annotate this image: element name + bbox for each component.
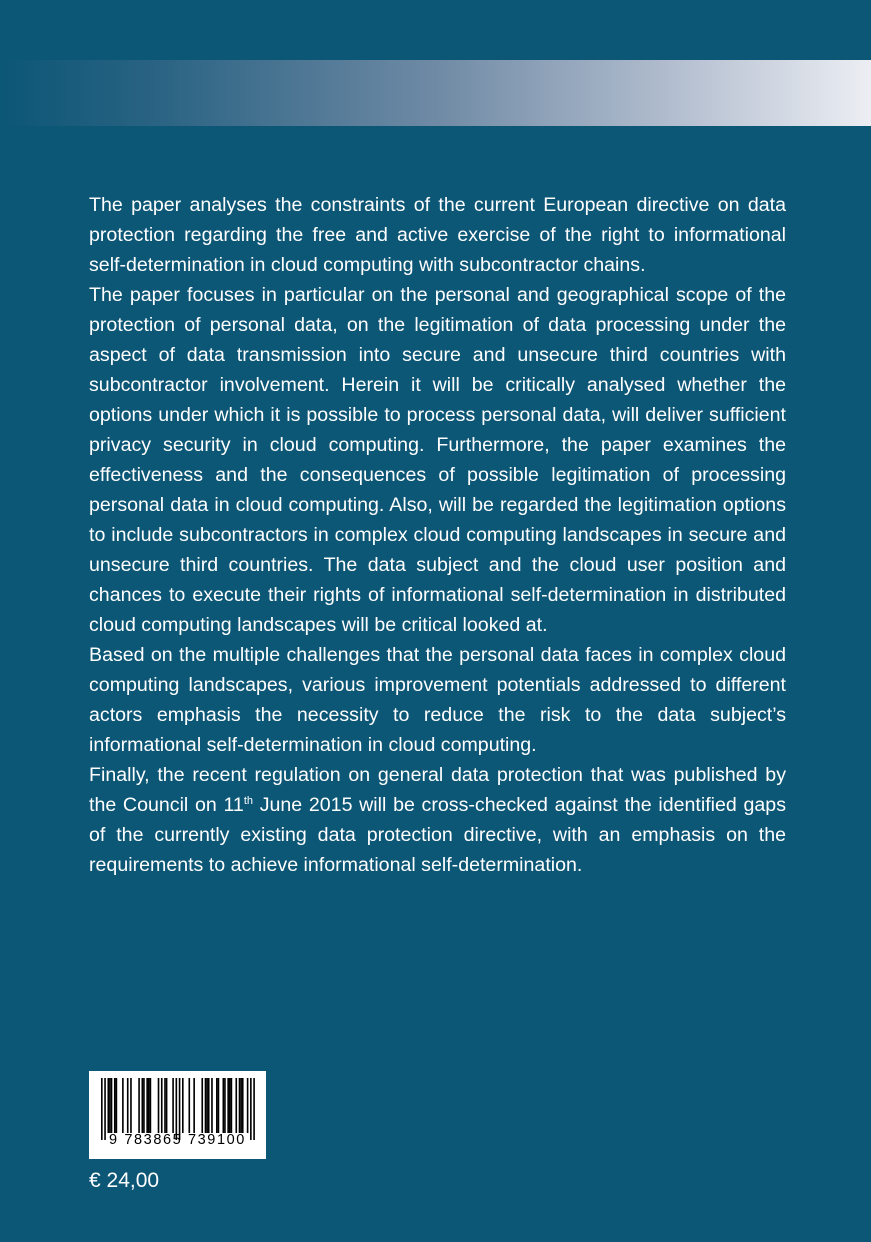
barcode-bar — [240, 1078, 242, 1133]
barcode-bar — [114, 1078, 116, 1133]
barcode-bar — [116, 1078, 118, 1133]
barcode-bar — [166, 1078, 168, 1133]
barcode-bar — [211, 1078, 213, 1133]
barcode-bar — [223, 1078, 225, 1133]
barcode-bar — [150, 1078, 152, 1133]
barcode-bar — [148, 1078, 150, 1133]
barcode-bar — [111, 1078, 113, 1133]
barcode-bar — [146, 1078, 148, 1133]
barcode-number: 9 783865 739100 — [109, 1132, 246, 1148]
barcode-bar — [206, 1078, 208, 1133]
barcode-bar — [101, 1078, 103, 1140]
barcode-bar — [179, 1078, 181, 1140]
barcode-bar — [208, 1078, 210, 1133]
barcode-bar — [158, 1078, 160, 1133]
barcode-bar — [193, 1078, 195, 1133]
barcode-bar — [172, 1078, 174, 1133]
barcode-bar — [231, 1078, 233, 1133]
date-ordinal-suffix: th — [243, 795, 253, 807]
blurb-paragraph-2: The paper focuses in particular on the personal and geographical scope of the protection of personal data, on the legitimation of data processing under the aspect of data transmission into secure and unsecure third countries with subcontractor involvement. Herein it will be critically analysed whether the options under which it is possible to process personal data, will deliver sufficient privacy security in cloud computing. Furthermore, the paper examines the effectiveness and the consequences of possible legitimation of processing personal data in cloud computing. Also, will be regarded the legitimation options to include subcontractors in complex cloud computing landscapes in secure and unsecure third countries. The data subject and the cloud user position and chances to execute their rights of informational self-determination in distributed cloud computing landscapes will be critical looked at. — [89, 284, 786, 636]
barcode-bar — [216, 1078, 218, 1133]
blurb-paragraph-1: The paper analyses the constraints of the current European directive on data protection regarding the free and active exercise of the right to informational self-determination in cloud computing with subcontractor chains. — [89, 194, 786, 276]
back-cover-blurb — [89, 190, 786, 880]
barcode-bar — [227, 1078, 229, 1133]
blurb-paragraph-4-end: June 2015 will be cross-checked against the identified gaps of the currently existing data protection directive, with an emphasis on the requirements to achieve informational self-determination. — [89, 794, 786, 876]
barcode-bar — [239, 1078, 241, 1133]
barcode-bar — [201, 1078, 203, 1133]
barcode-bar — [104, 1078, 106, 1140]
barcode-bar — [242, 1078, 244, 1133]
barcode-bar — [182, 1078, 184, 1133]
blurb-paragraph-4 — [89, 760, 786, 880]
barcode-bar — [161, 1078, 163, 1133]
barcode-bar — [176, 1078, 178, 1140]
header-gradient-band — [0, 60, 871, 126]
barcode-bar — [138, 1078, 140, 1133]
isbn-barcode — [89, 1071, 266, 1159]
barcode-bar — [188, 1078, 190, 1133]
barcode-bar — [127, 1078, 129, 1133]
barcode-bar — [107, 1078, 109, 1133]
barcode-bar — [143, 1078, 145, 1133]
barcode-bar — [247, 1078, 249, 1133]
barcode-bar — [224, 1078, 226, 1133]
price-label: € 24,00 — [89, 1169, 160, 1192]
barcode-bar — [218, 1078, 220, 1133]
barcode-bar — [130, 1078, 132, 1133]
barcode-bar — [142, 1078, 144, 1133]
blurb-paragraph-4-start: Finally, the recent regulation on general data protection that was published by the Council on 11 — [89, 764, 786, 816]
barcode-bar — [205, 1078, 207, 1133]
barcode-bar — [229, 1078, 231, 1133]
barcode-bar — [250, 1078, 252, 1140]
blurb-paragraph-3: Based on the multiple challenges that the personal data faces in complex cloud computing landscapes, various improvement potentials addressed to different actors emphasis the necessity to reduce the risk to the data subject’s informational self-determination in cloud computing. — [89, 644, 786, 756]
barcode-bar — [122, 1078, 124, 1133]
barcode-bar — [109, 1078, 111, 1133]
barcode-bar — [253, 1078, 255, 1140]
barcode-bar — [235, 1078, 237, 1133]
barcode-bar — [164, 1078, 166, 1133]
